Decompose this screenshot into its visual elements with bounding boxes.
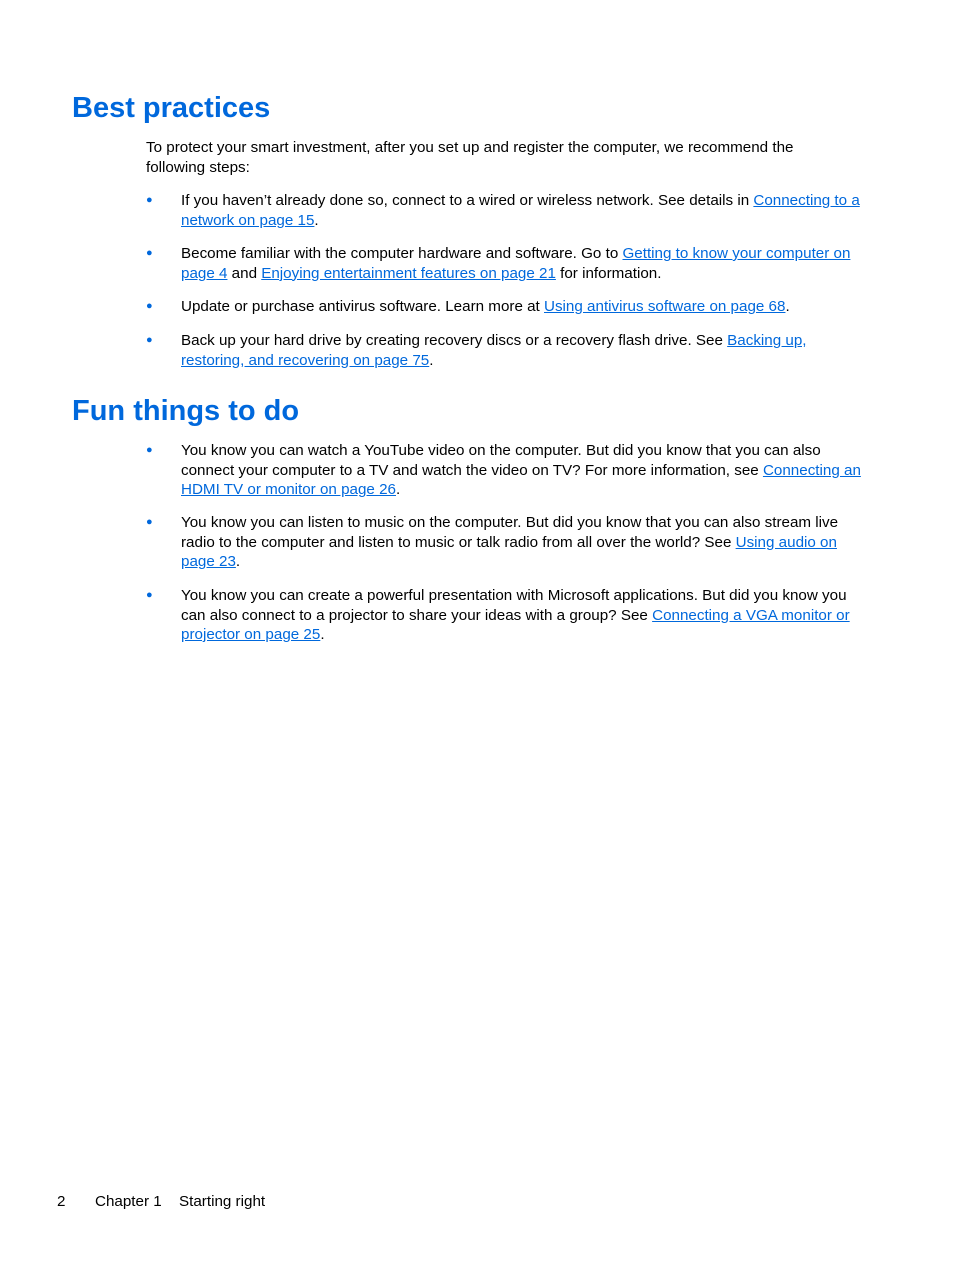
bullet-icon: ●	[146, 247, 153, 259]
item-text: for information.	[555, 264, 662, 282]
bullet-icon: ●	[146, 334, 153, 346]
list-item-text	[181, 191, 871, 230]
item-text: .	[314, 211, 319, 229]
item-text: .	[395, 481, 401, 498]
intro-paragraph: To protect your smart investment, after you set up and register the computer, we recommend the following steps:	[146, 139, 794, 176]
link-vga-monitor[interactable]: Connecting a VGA monitor or projector on page 25	[181, 606, 850, 643]
bullet-icon: ●	[146, 194, 153, 206]
list-item-text	[181, 297, 871, 317]
link-using-audio[interactable]: Using audio on page 23	[181, 533, 837, 570]
section-heading-best-practices: Best practices	[72, 92, 271, 124]
item-text: Update or purchase antivirus software. Learn more at	[181, 298, 544, 315]
chapter-title: Starting right	[179, 1193, 266, 1210]
list-item-text	[181, 513, 871, 572]
item-text: .	[320, 626, 325, 643]
item-text: Back up your hard drive by creating recovery discs or a recovery flash drive. See	[181, 332, 728, 349]
bullet-icon: ●	[146, 589, 153, 601]
bullet-icon: ●	[146, 516, 153, 528]
item-text: Become familiar with the computer hardware and software. Go to	[181, 245, 623, 262]
item-text: You know you can watch a YouTube video on the computer. But did you know that you can also connect your computer to a TV and watch the video on TV? For more information, see	[181, 442, 821, 479]
item-text: .	[429, 351, 434, 369]
page-footer	[57, 1192, 265, 1211]
bullet-icon: ●	[146, 444, 153, 456]
link-backing-up[interactable]: Backing up, restoring, and recovering on page 75	[181, 332, 807, 369]
list-item-text	[181, 441, 871, 500]
link-hdmi-tv[interactable]: Connecting an HDMI TV or monitor on page 26	[181, 461, 861, 498]
bullet-icon: ●	[146, 300, 153, 312]
item-text: You know you can create a powerful presentation with Microsoft applications. But did you know you can also connect to a projector to share your ideas with a group? See	[181, 587, 847, 624]
link-entertainment-features[interactable]: Enjoying entertainment features on page 21	[261, 264, 556, 282]
item-text: If you haven’t already done so, connect to a wired or wireless network. See details in	[181, 192, 754, 209]
link-antivirus-software[interactable]: Using antivirus software on page 68	[544, 298, 786, 315]
item-text: and	[227, 264, 262, 282]
item-text: .	[235, 553, 241, 570]
section-heading-fun-things: Fun things to do	[72, 395, 300, 427]
chapter-label: Chapter 1	[95, 1193, 162, 1210]
link-connecting-network[interactable]: Connecting to a network on page 15	[181, 192, 860, 229]
list-item-text	[181, 586, 871, 645]
item-text: You know you can listen to music on the computer. But did you know that you can also stream live radio to the computer and listen to music or talk radio from all over the world? See	[181, 514, 839, 551]
page-number: 2	[57, 1193, 66, 1210]
list-item-text	[181, 244, 871, 283]
list-item-text	[181, 331, 871, 370]
item-text: .	[785, 298, 790, 315]
link-getting-to-know[interactable]: Getting to know your computer on page 4	[181, 245, 851, 282]
